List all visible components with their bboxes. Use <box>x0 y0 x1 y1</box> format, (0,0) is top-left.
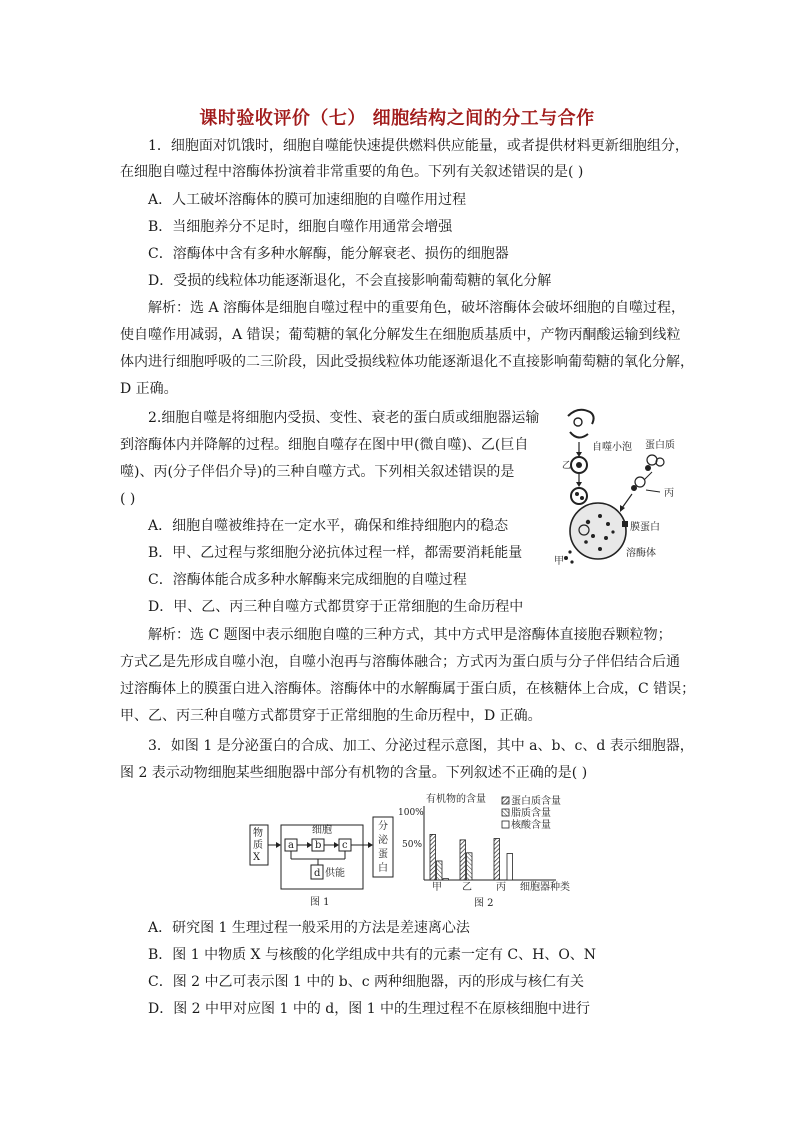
q3-stem-line-1: 3．如图 1 是分泌蛋白的合成、加工、分泌过程示意图，其中 a、b、c、d 表示细胞器， <box>148 738 694 754</box>
q3-option-d: D．图 2 中甲对应图 1 中的 d，图 1 中的生理过程不在原核细胞中进行 <box>148 1001 591 1017</box>
q1-option-d: D．受损的线粒体功能逐渐退化，不会直接影响葡萄糖的氧化分解 <box>148 273 552 289</box>
cell-label: 细胞 <box>312 825 332 836</box>
autophagy-diagram <box>548 404 693 574</box>
bar-0-2 <box>443 879 449 880</box>
lysosome-circle <box>570 503 626 559</box>
energy-label: 供能 <box>325 868 345 879</box>
membrane-protein-mark <box>622 521 628 527</box>
protein-label: 蛋白质 <box>645 440 675 451</box>
legend-label-2: 核酸含量 <box>511 820 551 831</box>
q2-analysis-line-1: 解析：选 C 题图中表示细胞自噬的三种方式，其中方式甲是溶酶体直接胞吞颗粒物； <box>148 627 672 643</box>
q3-stem-line-2: 图 2 表示动物细胞某些细胞器中部分有机物的含量。下列叙述不正确的是( ) <box>120 765 588 781</box>
figure-2-title: 图 2 <box>474 898 494 909</box>
legend-swatch-0 <box>502 797 509 804</box>
svg-text:白: 白 <box>378 863 388 874</box>
arrow-bing <box>646 490 660 492</box>
category-label-2: 丙 <box>496 882 506 893</box>
category-label-0: 甲 <box>432 882 442 893</box>
q1-analysis-line-2: 使自噬作用减弱，A 错误；葡萄糖的氧化分解发生在细胞质基质中，产物丙酮酸运输到线粒 <box>120 327 681 343</box>
figure-1-title: 图 1 <box>310 897 330 908</box>
phagophore-shape <box>568 410 594 424</box>
q1-analysis-line-4: D 正确。 <box>120 381 178 397</box>
legend-swatch-1 <box>502 809 509 816</box>
organelle-c-label: c <box>342 840 348 851</box>
yi-label: 乙 <box>562 461 572 471</box>
q2-analysis-line-2: 方式乙是先形成自噬小泡，自噬小泡再与溶酶体融合；方式丙为蛋白质与分子伴侣结合后通 <box>120 654 680 670</box>
figure-1-flow-diagram <box>248 815 396 910</box>
bar-2-2 <box>507 853 513 880</box>
svg-text:蛋: 蛋 <box>378 849 388 860</box>
protein-blob <box>647 455 657 465</box>
q2-option-b: B．甲、乙过程与浆细胞分泌抗体过程一样，都需要消耗能量 <box>148 545 523 561</box>
organelle-b-label: b <box>315 840 322 851</box>
q2-analysis-line-4: 甲、乙、丙三种自噬方式都贯穿于正常细胞的生命历程中，D 正确。 <box>120 708 542 724</box>
jia-label: 甲 <box>554 556 564 567</box>
vesicle-label: 自噬小泡 <box>592 442 632 453</box>
organelle-d-label: d <box>314 868 321 879</box>
q2-option-a: A．细胞自噬被维持在一定水平，确保和维持细胞内的稳态 <box>148 518 509 534</box>
q1-option-c: C．溶酶体中含有多种水解酶，能分解衰老、损伤的细胞器 <box>148 246 509 262</box>
q3-option-b: B．图 1 中物质 X 与核酸的化学组成中共有的元素一定有 C、H、O、N <box>148 947 597 963</box>
membrane-protein-label: 膜蛋白 <box>630 522 660 533</box>
q2-stem-line-2: 到溶酶体内并降解的过程。细胞自噬存在图中甲(微自噬)、乙(巨自 <box>120 437 529 453</box>
q1-option-b: B．当细胞养分不足时，细胞自噬作用通常会增强 <box>148 219 453 235</box>
chart-ylabel: 有机物的含量 <box>426 794 486 805</box>
input-label-2: 质 <box>253 840 263 851</box>
chaperone-blob <box>635 477 645 487</box>
q3-option-a: A．研究图 1 生理过程一般采用的方法是差速离心法 <box>148 920 470 936</box>
q1-analysis-line-1: 解析：选 A 溶酶体是细胞自噬过程中的重要角色，破坏溶酶体会破坏细胞的自噬过程， <box>148 300 686 316</box>
svg-text:分: 分 <box>378 821 388 832</box>
bing-label: 丙 <box>664 488 674 499</box>
q2-stem-line-3: 噬)、丙(分子伴侣介导)的三种自噬方式。下列相关叙述错误的是 <box>120 464 515 480</box>
phagophore-arc <box>570 432 588 438</box>
bar-2-0 <box>494 839 500 880</box>
ytick-50: 50% <box>402 840 423 850</box>
bar-0-0 <box>430 834 436 880</box>
q1-stem-line-2: 在细胞自噬过程中溶酶体扮演着非常重要的角色。下列有关叙述错误的是( ) <box>120 164 584 180</box>
bar-1-0 <box>460 840 466 880</box>
legend-label-1: 脂质含量 <box>511 808 551 819</box>
arrow-to-lyso <box>622 494 632 508</box>
q2-stem-line-1: 2.细胞自噬是将细胞内受损、变性、衰老的蛋白质或细胞器运输 <box>148 410 540 426</box>
organelle-a-label: a <box>288 840 294 851</box>
q3-option-c: C．图 2 中乙可表示图 1 中的 b、c 两种细胞器，丙的形成与核仁有关 <box>148 974 585 990</box>
organelle-dot <box>574 418 582 426</box>
arrow-chaperone <box>644 472 652 480</box>
lysosome-label: 溶酶体 <box>626 548 656 559</box>
q1-stem-line-1: 1．细胞面对饥饿时，细胞自噬能快速提供燃料供应能量，或者提供材料更新细胞组分， <box>148 138 689 154</box>
chart-xlabel: 细胞器种类 <box>520 882 570 893</box>
legend-swatch-2 <box>502 821 509 828</box>
q2-stem-line-4: ( ) <box>120 491 136 507</box>
q1-analysis-line-3: 体内进行细胞呼吸的二三阶段，因此受损线粒体功能逐渐退化不直接影响葡萄糖的氧化分解， <box>120 354 694 370</box>
input-label-3: X <box>253 852 261 863</box>
page-title: 课时验收评价（七） 细胞结构之间的分工与合作 <box>199 108 595 129</box>
q2-analysis-line-3: 过溶酶体上的膜蛋白进入溶酶体。溶酶体中的水解酶属于蛋白质，在核糖体上合成，C 错误； <box>120 681 696 697</box>
q2-option-d: D．甲、乙、丙三种自噬方式都贯穿于正常细胞的生命历程中 <box>148 599 524 615</box>
bar-0-1 <box>437 861 443 880</box>
ytick-100: 100% <box>398 808 424 818</box>
category-label-1: 乙 <box>462 882 472 893</box>
q2-option-c: C．溶酶体能合成多种水解酶来完成细胞的自噬过程 <box>148 572 467 588</box>
svg-text:泌: 泌 <box>378 835 388 846</box>
q1-option-a: A．人工破坏溶酶体的膜可加速细胞的自噬作用过程 <box>148 192 467 208</box>
figure-2-bar-chart <box>396 790 586 912</box>
fusing-vesicle <box>571 488 587 504</box>
input-label-1: 物 <box>253 828 263 839</box>
legend-label-0: 蛋白质含量 <box>511 796 561 807</box>
bar-1-1 <box>467 853 473 880</box>
